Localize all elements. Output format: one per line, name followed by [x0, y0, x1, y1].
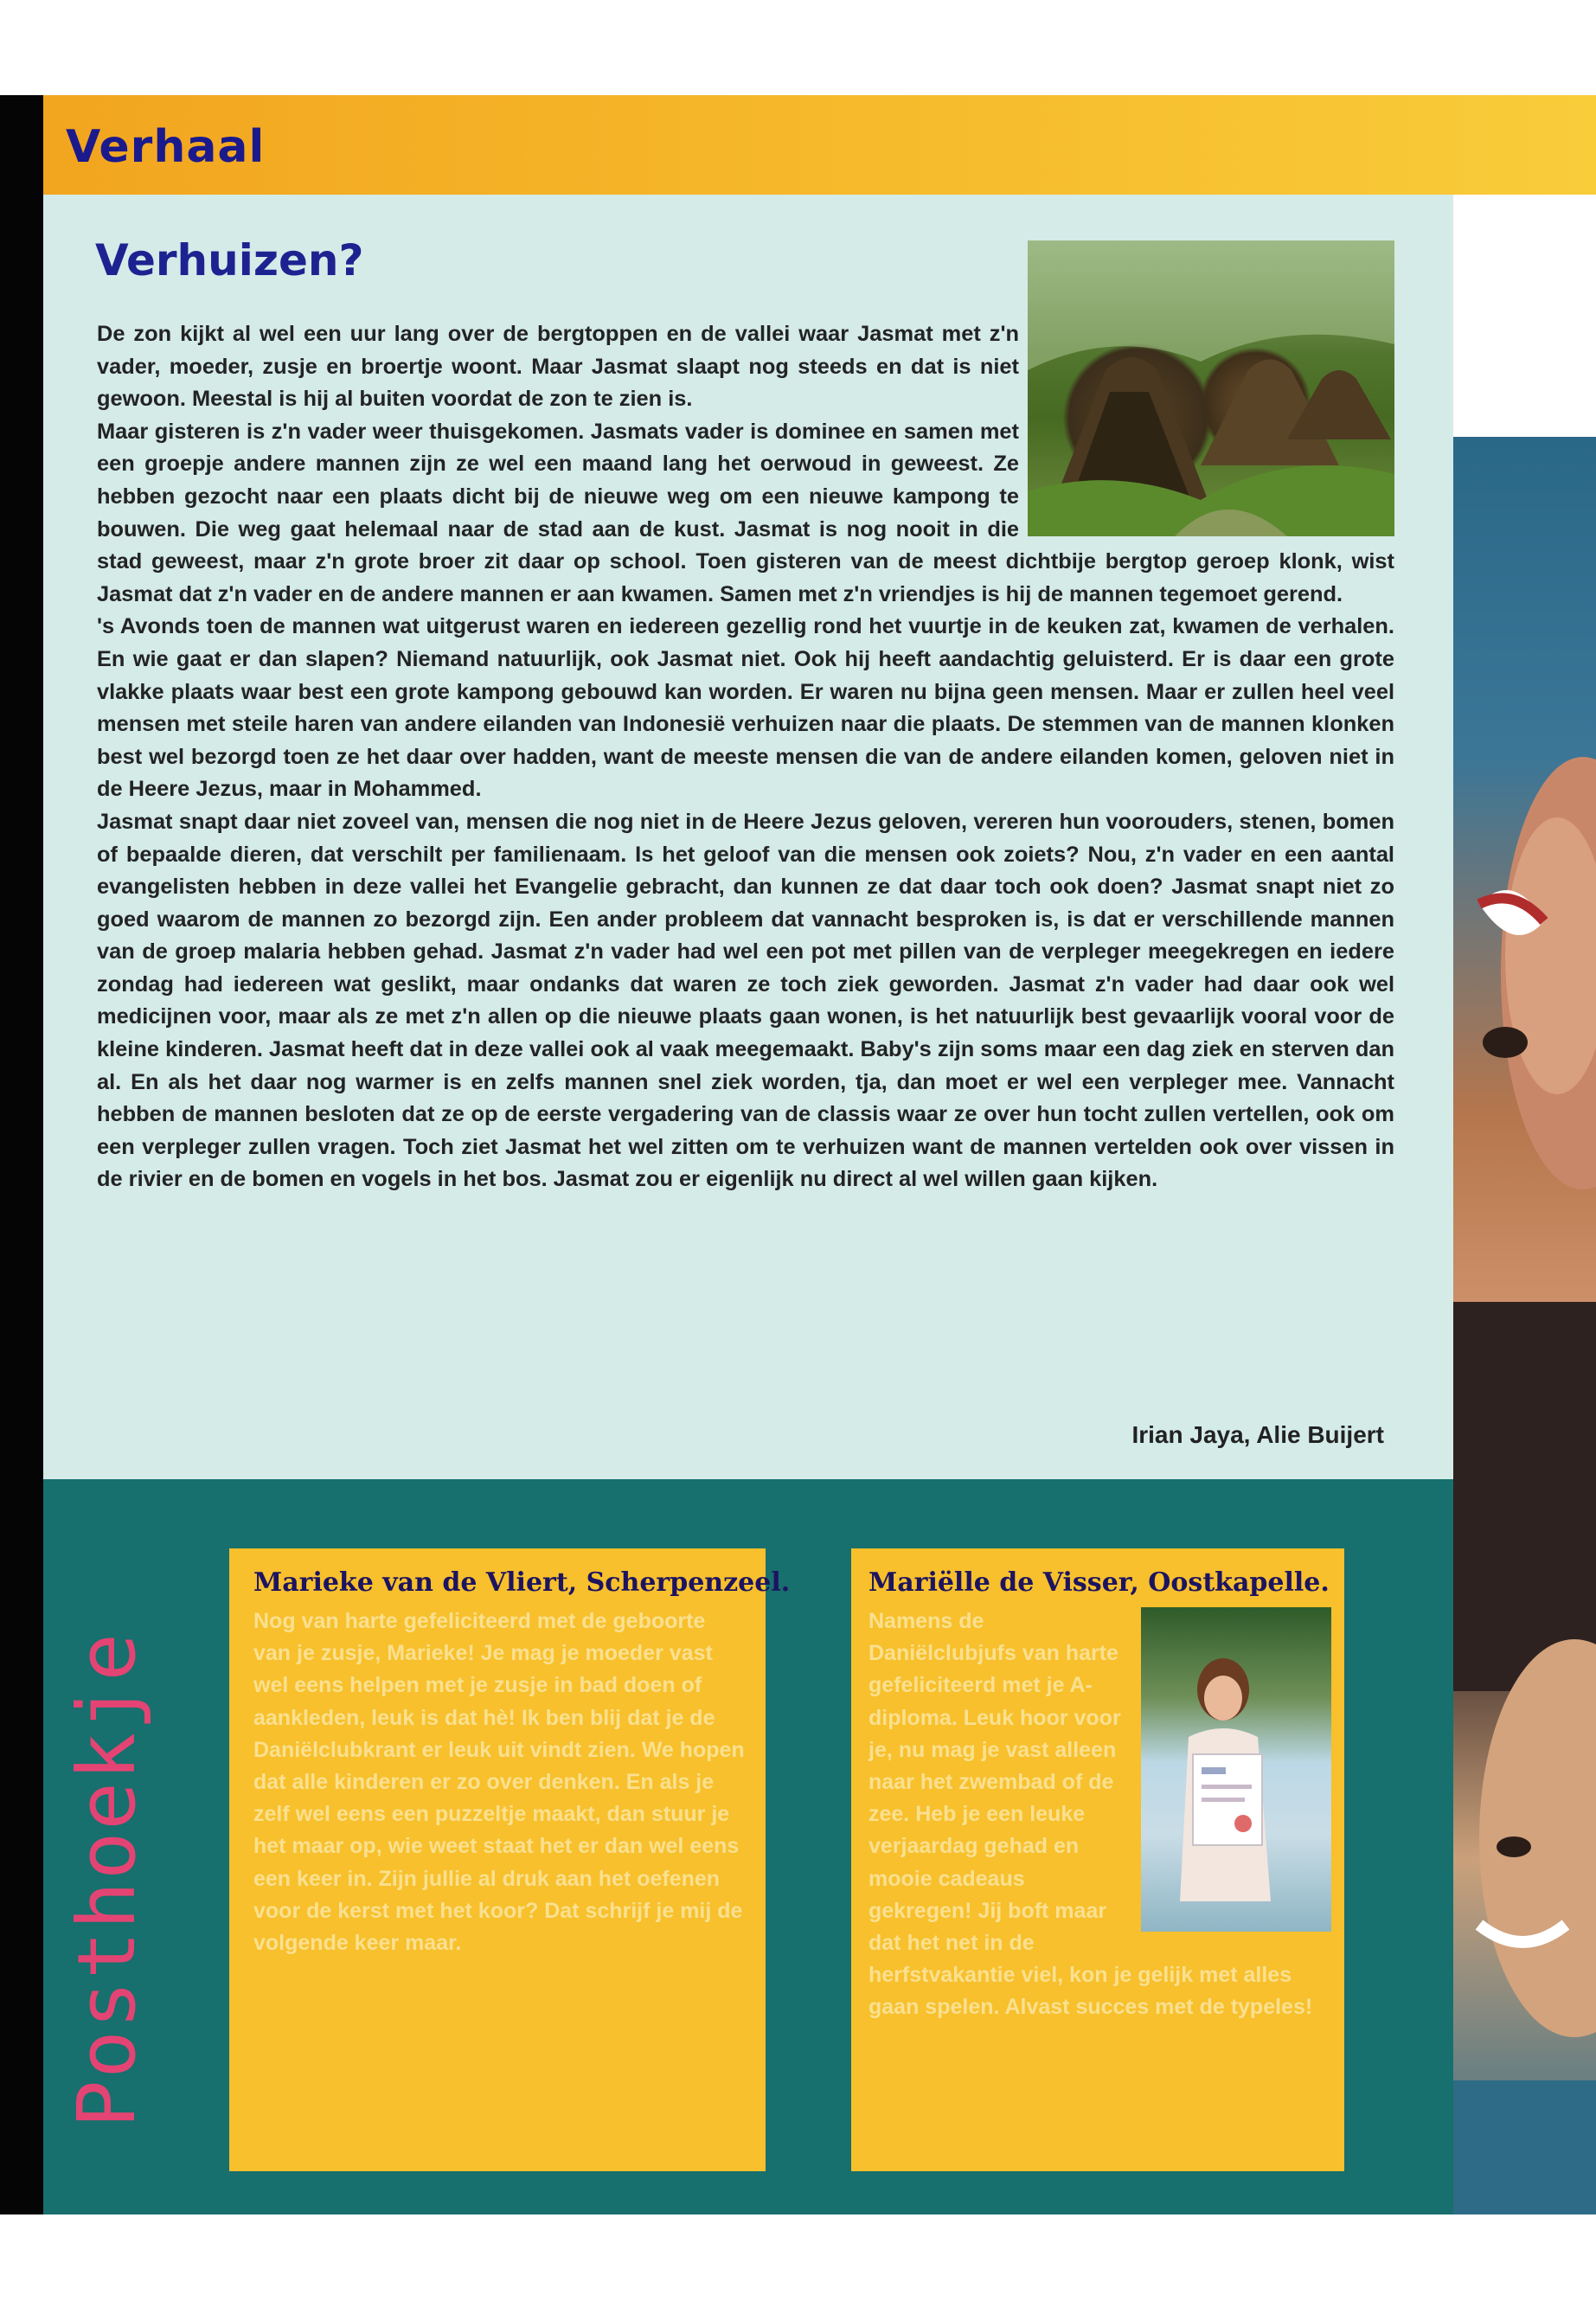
- letter-body: Namens de Daniëlclubjufs van harte gefeliciteerd met je A-diploma. Leuk hoor voor je, nu mag je vast alleen naar het zwembad of de zee. Heb je een leuke verjaardag gehad en mooie cadeaus gekregen! Jij boft maar dat het net in de herfstvakantie viel, kon je gelijk met alles gaan spelen. Alvast succes met de typeles!: [869, 1609, 1313, 2020]
- story-paragraph: Maar gisteren is z'n vader weer thuisgekomen. Jasmats vader is dominee en samen met een groepje andere mannen zijn ze wel een maand lang het oerwoud in geweest. Ze hebben gezocht naar een plaats dicht bij de nieuwe weg om een nieuwe kampong te bouwen. Die weg gaat helemaal naar de stad aan de kust. Jasmat is nog nooit in die stad geweest, maar z'n grote broer zit daar op school. Toen gisteren van de meest dichtbije bergtop geroep klonk, wist Jasmat dat z'n vader en de andere mannen er aan kwamen. Samen met z'n vriendjes is hij de mannen tegemoet gerend.: [97, 419, 1394, 606]
- page-margin: [1453, 195, 1596, 437]
- story-text: [97, 318, 1394, 1196]
- story-paragraph: De zon kijkt al wel een uur lang over de bergtoppen en de vallei waar Jasmat met z'n vader, moeder, zusje en broertje woont. Maar Jasmat slaapt nog steeds en dat is niet gewoon. Meestal is hij al buiten voordat de zon te zien is.: [97, 322, 1019, 412]
- letter-body: Nog van harte gefeliciteerd met de geboorte van je zusje, Marieke! Je mag je moeder vast wel eens helpen met je zusje in bad doen of aankleden, leuk is dat hè! Ik ben blij dat je de Daniëlclubkrant er leuk uit vindt zien. We hopen dat alle kinderen er zo over denken. En als je zelf wel eens een puzzeltje maakt, dan stuur je het maar op, wie weet staat het er dan wel eens een keer in. Zijn jullie al druk aan het oefenen voor de kerst met het koor? Dat schrijf je mij de volgende keer maar.: [253, 1609, 745, 1956]
- letter-heading: Marieke van de Vliert, Scherpenzeel.: [253, 1567, 791, 1598]
- page-edge: [0, 95, 43, 2214]
- section-title: Verhaal: [66, 121, 266, 173]
- letter-body-wrapper: [869, 1606, 1331, 2024]
- girl-with-diploma-photo: [1141, 1607, 1331, 1932]
- letter-card: [229, 1548, 791, 2171]
- village-photo: [1028, 240, 1394, 536]
- children-photo: [1453, 437, 1596, 2214]
- story-paragraph: Jasmat snapt daar niet zoveel van, mensen die nog niet in de Heere Jezus geloven, vereren hun voorouders, stenen, bomen of bepaalde dieren, dat verschilt per familienaam. Is het geloof van die mensen ook zoiets? Nou, z'n vader en een aantal evangelisten hebben in deze vallei het Evangelie gebracht, dan kunnen ze dat daar toch ook doen? Jasmat snapt niet zo goed waarom de mannen zo bezorgd zijn. Een ander probleem dat vannacht besproken is, is dat er verschillende mannen van de groep malaria hebben gehad. Jasmat z'n vader had wel een pot met pillen van de verpleger meegekregen en iedere zondag had iedereen wat geslikt, maar ondanks dat waren ze toch ziek geworden. Jasmat z'n vader had daar ook wel medicijnen voor, maar als ze met z'n allen op die nieuwe plaats gaan wonen, is het natuurlijk best gevaarlijk vooral voor de kleine kinderen. Jasmat heeft dat in deze vallei ook al vaak meegemaakt. Baby's zijn soms maar een dag ziek en sterven dan al. En als het daar nog warmer is en zelfs mannen snel ziek worden, tja, dan moet er wel een verpleger mee. Vannacht hebben de mannen besloten dat ze op de eerste vergadering van de classis waar ze over hun tocht zullen vertellen, ook om een verpleger zullen vragen. Toch ziet Jasmat het wel zitten om te verhuizen want de mannen vertelden ook over vissen in de rivier en de bomen en vogels in het bos. Jasmat zou er eigenlijk nu direct al wel willen gaan kijken.: [97, 809, 1394, 1192]
- letter-card: [851, 1548, 1344, 2171]
- story-paragraph: 's Avonds toen de mannen wat uitgerust waren en iedereen gezellig rond het vuurtje in de keuken zat, kwamen de verhalen. En wie gaat er dan slapen? Niemand natuurlijk, ook Jasmat niet. Ook hij heeft aandachtig geluisterd. Er is daar een grote vlakke plaats waar best een grote kampong gebouwd kan worden. Er waren nu bijna geen mensen. Maar er zullen heel veel mensen met steile haren van andere eilanden van Indonesië verhuizen naar die plaats. De stemmen van de mannen klonken best wel bezorgd toen ze het daar over hadden, want de meeste mensen die van de andere eilanden komen, geloven niet in de Heere Jezus, maar in Mohammed.: [97, 614, 1394, 802]
- story-title: Verhuizen?: [95, 235, 364, 285]
- section-header-bar: [43, 95, 1596, 195]
- posthoekje-label: Posthoekje: [61, 1631, 153, 2128]
- letter-heading: Mariëlle de Visser, Oostkapelle.: [869, 1567, 1330, 1598]
- story-author: Irian Jaya, Alie Buijert: [1131, 1421, 1384, 1448]
